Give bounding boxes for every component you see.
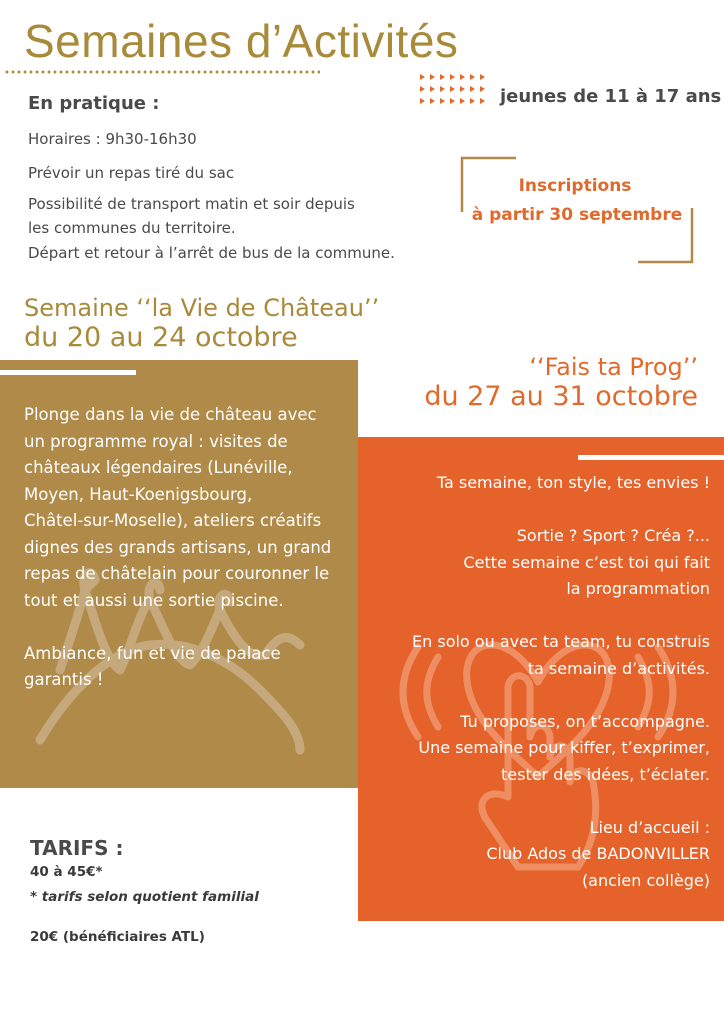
prog-week-dates: du 27 au 31 octobre bbox=[424, 381, 698, 412]
chateau-description bbox=[24, 402, 344, 694]
prog-accent-bar bbox=[578, 455, 724, 460]
triangle-arrows-decoration bbox=[420, 74, 490, 108]
tarif-atl: 20€ (bénéficiaires ATL) bbox=[30, 929, 205, 945]
chateau-paragraph-2: Ambiance, fun et vie de palace garantis ! bbox=[24, 643, 281, 689]
transport-text-3: Départ et retour à l’arrêt de bus de la commune. bbox=[28, 244, 395, 262]
prog-paragraph-4: Tu proposes, on t’accompagne. Une semaine pour kiffer, t’exprimer, tester des idées, t’éclater. bbox=[418, 711, 710, 784]
registration-date: à partir 30 septembre bbox=[471, 205, 683, 225]
prog-week-title bbox=[400, 352, 698, 412]
transport-text-1: Possibilité de transport matin et soir depuis bbox=[28, 195, 355, 213]
practical-heading: En pratique : bbox=[28, 93, 160, 114]
chateau-paragraph-1: Plonge dans la vie de château avec un programme royal : visites de châteaux légendaires (Lunéville, Moyen, Haut-Koenigsbourg, Châtel-sur-Moselle), ateliers créatifs dignes des grands artisans, un grand repas de châtelain pour couronner le tout et aussi une sortie piscine. bbox=[24, 405, 332, 610]
prog-paragraph-2: Sortie ? Sport ? Créa ?... Cette semaine c’est toi qui fait la programmation bbox=[463, 526, 710, 598]
hours-text: Horaires : 9h30-16h30 bbox=[28, 130, 197, 148]
prog-paragraph-3: En solo ou avec ta team, tu construis ta semaine d’activités. bbox=[412, 632, 710, 678]
registration-title: Inscriptions bbox=[518, 176, 632, 196]
transport-text-2: les communes du territoire. bbox=[28, 219, 236, 237]
prog-description bbox=[370, 470, 710, 894]
prog-paragraph-5: Lieu d’accueil : Club Ados de BADONVILLER (ancien collège) bbox=[486, 817, 710, 890]
tarif-note: * tarifs selon quotient familial bbox=[30, 889, 259, 905]
title-dotted-underline bbox=[4, 70, 320, 74]
age-range: jeunes de 11 à 17 ans bbox=[500, 86, 722, 107]
prog-week-name: ‘‘Fais ta Prog’’ bbox=[529, 353, 698, 381]
chateau-week-name: Semaine ‘‘la Vie de Château’’ bbox=[24, 294, 380, 322]
chateau-week-dates: du 20 au 24 octobre bbox=[24, 322, 298, 353]
tarif-price: 40 à 45€* bbox=[30, 864, 103, 880]
chateau-week-title bbox=[24, 293, 379, 353]
page-title: Semaines d’Activités bbox=[24, 15, 459, 67]
meal-text: Prévoir un repas tiré du sac bbox=[28, 164, 235, 182]
chateau-accent-bar bbox=[0, 370, 136, 375]
tarifs-heading: TARIFS : bbox=[30, 836, 124, 860]
prog-paragraph-1: Ta semaine, ton style, tes envies ! bbox=[436, 473, 710, 492]
